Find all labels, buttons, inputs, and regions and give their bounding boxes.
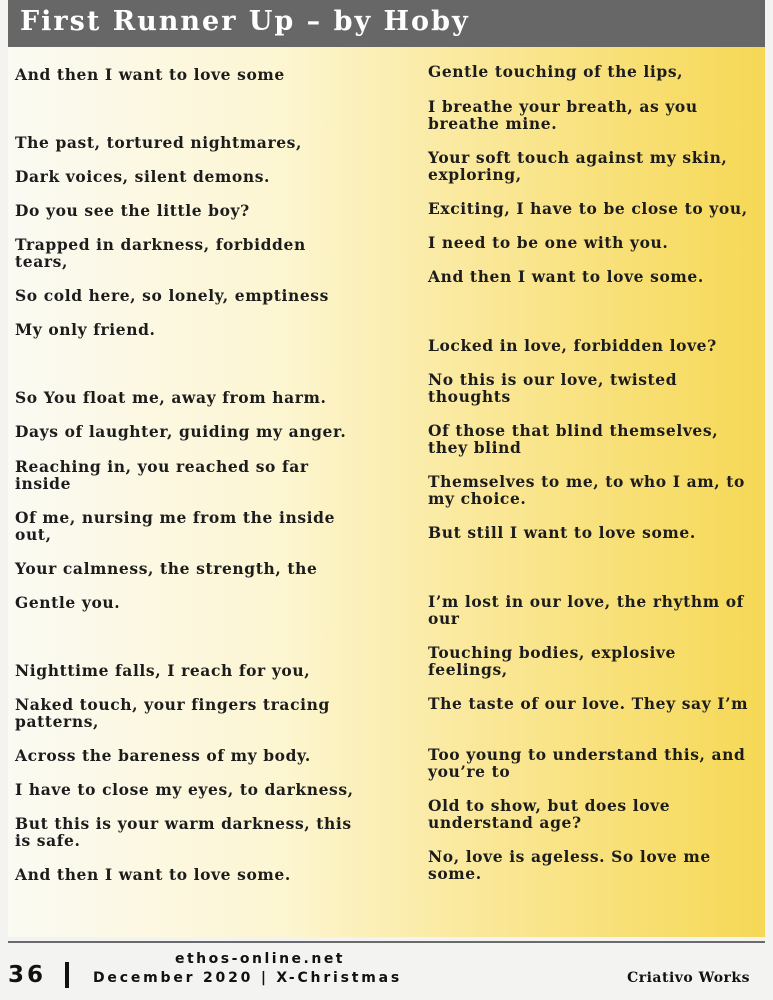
poem-line: Exciting, I have to be close to you, — [428, 199, 748, 218]
poem-line: Your soft touch against my skin, exploring, — [428, 148, 728, 184]
poem-line: The taste of our love. They say I’m — [428, 694, 749, 713]
page-header — [8, 0, 765, 47]
poem-line: So You float me, away from harm. — [15, 388, 327, 407]
poem-line: My only friend. — [15, 320, 156, 339]
poem-line: Too young to understand this, and you’re to — [428, 745, 746, 781]
poem-line: Themselves to me, to who I am, to my choice. — [428, 472, 745, 508]
poem-line: No, love is ageless. So love me some. — [428, 847, 711, 883]
poem-line: Locked in love, forbidden love? — [428, 336, 717, 355]
poem-line: Reaching in, you reached so far inside — [15, 457, 309, 493]
poem-line: Do you see the little boy? — [15, 201, 250, 220]
poem-line: No this is our love, twisted thoughts — [428, 370, 678, 406]
poem-line: Days of laughter, guiding my anger. — [15, 422, 347, 441]
poem-line: Across the bareness of my body. — [15, 746, 311, 765]
poem-line: I’m lost in our love, the rhythm of our — [428, 592, 744, 628]
footer-divider — [8, 941, 765, 943]
footer-site: ethos-online.net — [174, 951, 346, 967]
poem-line: Your calmness, the strength, the — [15, 559, 318, 578]
poem-line: I have to close my eyes, to darkness, — [15, 780, 354, 799]
poem-line: And then I want to love some — [15, 65, 285, 84]
poem-line: So cold here, so lonely, emptiness — [15, 286, 329, 305]
poem-line: I breathe your breath, as you breathe mine. — [428, 97, 698, 133]
poem-line: And then I want to love some. — [15, 865, 291, 884]
poem-line: Gentle you. — [15, 593, 121, 612]
poem-panel — [8, 47, 765, 937]
poem-line: I need to be one with you. — [428, 233, 669, 252]
poem-line: Nighttime falls, I reach for you, — [15, 661, 311, 680]
poem-line: Old to show, but does love understand age? — [428, 796, 671, 832]
poem-line: Trapped in darkness, forbidden tears, — [15, 235, 306, 271]
poem-line: The past, tortured nightmares, — [15, 133, 302, 152]
poem-line: And then I want to love some. — [428, 267, 704, 286]
footer-issue: December 2020 | X-Christmas — [93, 970, 403, 986]
poem-line: Naked touch, your fingers tracing patterns, — [15, 695, 330, 731]
page-number-separator — [65, 962, 69, 988]
poem-line: But still I want to love some. — [428, 523, 696, 542]
page-number: 36 — [8, 962, 47, 988]
poem-line: Of me, nursing me from the inside out, — [15, 508, 336, 544]
poem-line: Touching bodies, explosive feelings, — [428, 643, 676, 679]
poem-line: Gentle touching of the lips, — [428, 62, 684, 81]
poem-line: But this is your warm darkness, this is safe. — [15, 814, 352, 850]
page-title: First Runner Up – by Hoby — [20, 6, 470, 37]
poem-line: Of those that blind themselves, they blind — [428, 421, 719, 457]
poem-line: Dark voices, silent demons. — [15, 167, 271, 186]
footer-credit: Criativo Works — [627, 970, 750, 986]
